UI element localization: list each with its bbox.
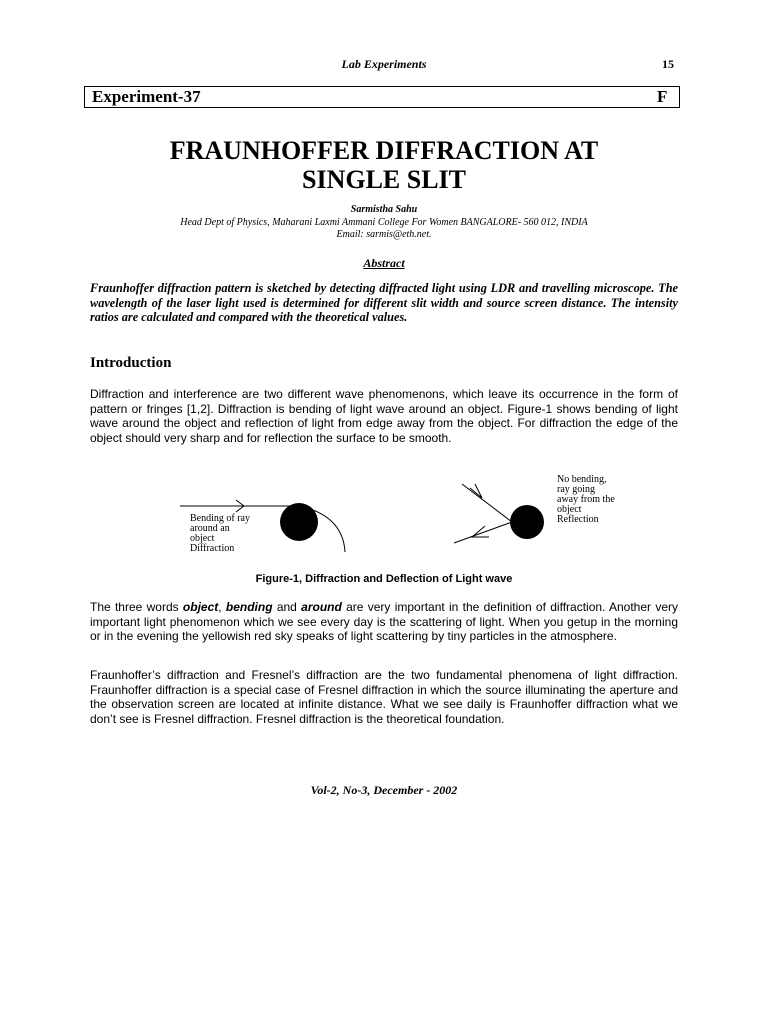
- figure-right-label-line: Reflection: [557, 514, 599, 525]
- figure-caption: Figure-1, Diffraction and Deflection of Light wave: [255, 573, 513, 585]
- emphasis-object: object: [182, 600, 219, 614]
- abstract-text: Fraunhoffer diffraction pattern is sketched by detecting diffracted light using LDR and travelling microscope. The wavelength of the laser light used is determined for different slit width and source screen distance. The intensity ratios are calculated and compared with the theoretical values.: [90, 281, 678, 324]
- figure-left-label: [190, 514, 280, 554]
- abstract-heading: Abstract: [363, 256, 405, 270]
- page-number: 15: [662, 57, 674, 71]
- emphasis-bending: bending: [225, 600, 273, 614]
- object-circle-left: [280, 503, 318, 541]
- paper-title-line1: FRAUNHOFFER DIFFRACTION AT: [169, 136, 599, 165]
- paper-title: [0, 136, 768, 194]
- paragraph-2-text: The three words: [90, 600, 183, 614]
- figure-right-label-line: ray going: [557, 484, 596, 495]
- experiment-label: Experiment-37: [92, 87, 201, 106]
- figure-right-label-line: away from the: [557, 494, 615, 505]
- incident-ray-right: [462, 484, 512, 522]
- paragraph-2: [90, 600, 678, 644]
- paper-title-line2: SINGLE SLIT: [301, 165, 467, 194]
- figure-right-label: [557, 475, 647, 525]
- experiment-code: F: [657, 87, 668, 106]
- paragraph-2-text: and: [272, 600, 302, 614]
- author-email: Email: sarmis@eth.net.: [336, 229, 432, 240]
- object-circle-right: [510, 505, 544, 539]
- reflected-ray: [454, 522, 512, 543]
- paragraph-2-text: are very important in the definition of diffraction. Another very important light phenomenon which we see every day is the scattering of light. When you getup in the morning or in the evening the yellowish red sky speaks of light scattering by tiny particles in the atmosphere.: [90, 600, 678, 643]
- figure-left-label-line: around an: [190, 523, 230, 534]
- paragraph-3: Fraunhoffer’s diffraction and Fresnel’s diffraction are the two fundamental phenomena of light diffraction. Fraunhoffer diffraction is a special case of Fresnel diffraction in which the source illuminating the aperture and the observation screen are located at infinite distance. What we see daily is Fraunhoffer diffraction what we don’t see is Fresnel diffraction. Fresnel diffraction is the theoretical foundation.: [90, 668, 678, 726]
- figure-right-label-line: No bending,: [557, 474, 607, 485]
- running-header-title: Lab Experiments: [341, 57, 427, 71]
- author-name: Sarmistha Sahu: [350, 204, 418, 215]
- figure-left-label-line: object: [190, 533, 215, 544]
- figure-diffraction-diagram: [0, 460, 768, 560]
- paragraph-2-text: ,: [218, 600, 226, 614]
- introduction-paragraph-1: Diffraction and interference are two different wave phenomenons, which leave its occurrence in the form of pattern or fringes [1,2]. Diffraction is bending of light wave around an object. Figure-1 shows bending of light wave around the object and reflection of light from edge away from the object. For diffraction the edge of the object should very sharp and for reflection the surface to be smooth.: [90, 387, 678, 445]
- author-affiliation: Head Dept of Physics, Maharani Laxmi Ammani College For Women BANGALORE- 560 012, INDIA: [180, 217, 588, 228]
- figure-right-label-line: object: [557, 504, 582, 515]
- introduction-heading: Introduction: [90, 355, 172, 371]
- emphasis-around: around: [301, 600, 342, 614]
- figure-left-label-line: Bending of ray: [190, 513, 250, 524]
- footer-issue: Vol-2, No-3, December - 2002: [310, 783, 458, 797]
- figure-left-label-line: Diffraction: [190, 543, 235, 554]
